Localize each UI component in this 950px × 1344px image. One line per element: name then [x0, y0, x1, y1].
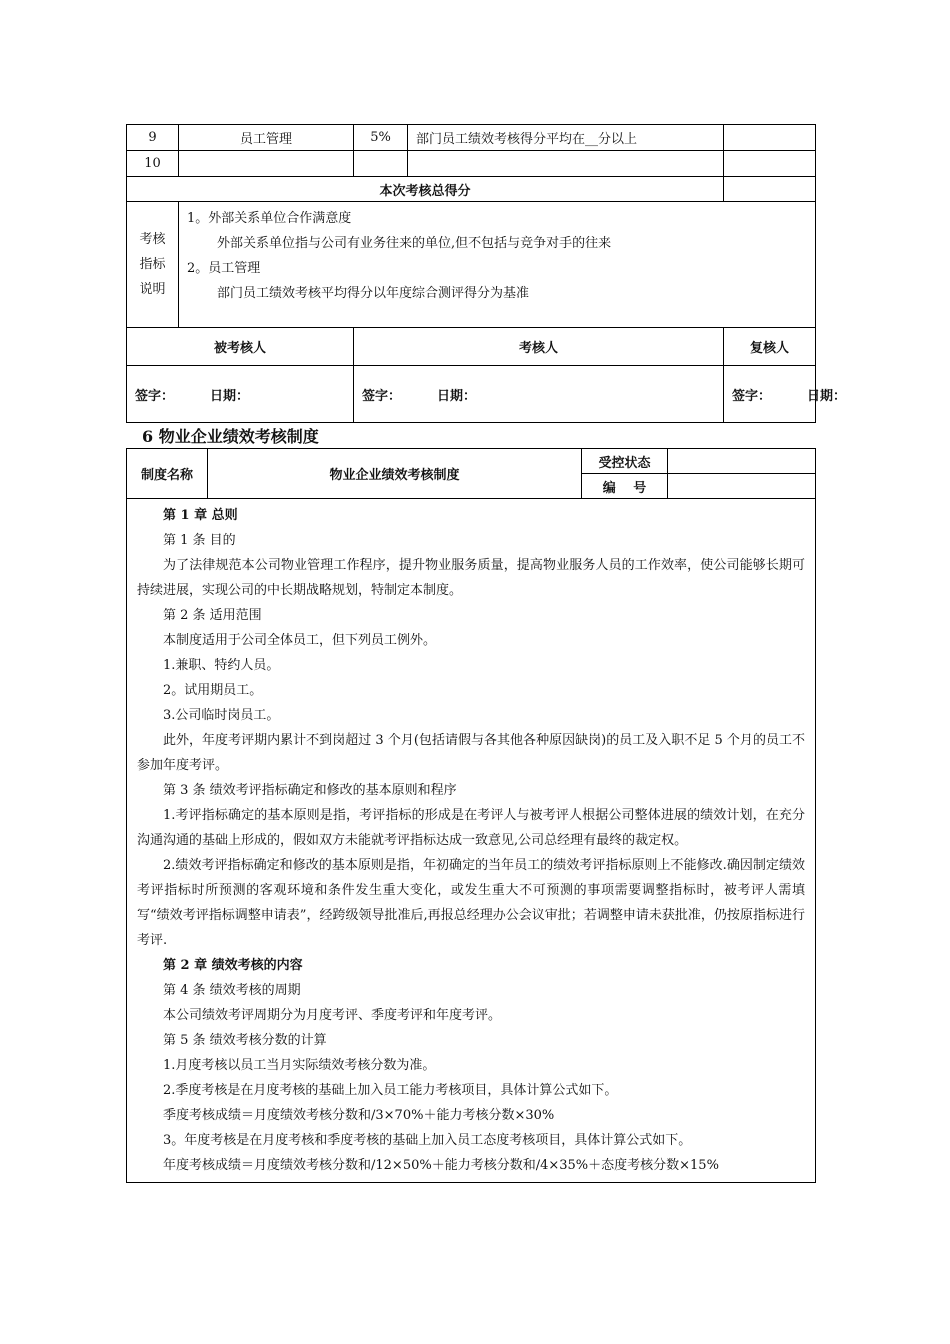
explain-label-line: 指标	[139, 257, 166, 272]
explain-line: 外部关系单位指与公司有业务往来的单位,但不包括与竞争对手的往来	[217, 236, 612, 251]
sign-cell[interactable]	[127, 366, 354, 423]
policy-paragraph: 第 5 条 绩效考核分数的计算	[163, 1033, 327, 1048]
policy-paragraph: 1.月度考核以员工当月实际绩效考核分数为准。	[163, 1058, 436, 1073]
explain-content	[179, 202, 816, 328]
date-label: 日期：	[437, 388, 477, 404]
role-appraisee: 被考核人	[127, 328, 354, 366]
sign-cell[interactable]	[724, 366, 847, 423]
explain-label-line: 考核	[139, 232, 166, 247]
policy-paragraph: 季度考核成绩＝月度绩效考核分数和/3×70%＋能力考核分数×30%	[163, 1108, 555, 1123]
policy-paragraph: 3。年度考核是在月度考核和季度考核的基础上加入员工态度考核项目，具体计算公式如下。	[163, 1133, 692, 1148]
policy-paragraph: 年度考核成绩＝月度绩效考核分数和/12×50%＋能力考核分数和/4×35%＋态度考核分数×15%	[163, 1158, 719, 1173]
explain-line: 1。外部关系单位合作满意度	[187, 211, 352, 226]
policy-name-value: 物业企业绩效考核制度	[208, 449, 582, 499]
policy-table	[126, 448, 816, 1183]
sign-label: 签字：	[362, 388, 402, 404]
policy-paragraph: 2.绩效考评指标确定和修改的基本原则是指，年初确定的当年员工的绩效考评指标原则上不能修改.确因制定绩效考评指标时所预测的客观环境和条件发生重大变化，或发生重大不可预测的事项需要调整指标时，被考评人需填写“绩效考评指标调整申请表”，经跨级领导批准后,再报总经理办公会议审批；若调整申请未获批准，仍按原指标进行考评.	[137, 858, 805, 948]
policy-paragraph: 3.公司临时岗员工。	[163, 708, 280, 723]
explain-label	[127, 202, 179, 328]
total-score-value	[724, 177, 816, 202]
total-score-label: 本次考核总得分	[127, 177, 724, 202]
date-label: 日期：	[807, 388, 847, 404]
chapter-heading: 第 1 章 总则	[163, 508, 238, 523]
sign-cell[interactable]	[354, 366, 724, 423]
score-table	[126, 124, 847, 423]
date-label: 日期：	[210, 388, 250, 404]
policy-paragraph: 第 3 条 绩效考评指标确定和修改的基本原则和程序	[163, 783, 457, 798]
policy-header-row	[127, 449, 816, 474]
section-title: 6 物业企业绩效考核制度	[142, 427, 319, 446]
roles-row	[127, 328, 816, 366]
explain-label-line: 说明	[139, 282, 166, 297]
number-label: 编 号	[582, 474, 668, 499]
row-weight: 5%	[354, 125, 408, 151]
policy-paragraph: 第 2 条 适用范围	[163, 608, 262, 623]
policy-paragraph: 本制度适用于公司全体员工，但下列员工例外。	[163, 633, 437, 648]
explain-row	[127, 202, 816, 328]
table-row	[127, 125, 816, 151]
sign-row	[127, 366, 816, 423]
row-weight	[354, 151, 408, 177]
policy-paragraph: 1.兼职、特约人员。	[163, 658, 280, 673]
policy-body	[127, 499, 816, 1183]
policy-paragraph: 2.季度考核是在月度考核的基础上加入员工能力考核项目，具体计算公式如下。	[163, 1083, 618, 1098]
role-appraiser: 考核人	[354, 328, 724, 366]
status-label: 受控状态	[582, 449, 668, 474]
row-number: 10	[127, 151, 179, 177]
role-reviewer: 复核人	[724, 328, 816, 366]
chapter-heading: 第 2 章 绩效考核的内容	[163, 958, 303, 973]
row-score	[724, 125, 816, 151]
explain-line: 2。员工管理	[187, 261, 261, 276]
policy-paragraph: 本公司绩效考评周期分为月度考评、季度考评和年度考评。	[163, 1008, 502, 1023]
policy-paragraph: 此外，年度考评期内累计不到岗超过 3 个月(包括请假与各其他各种原因缺岗)的员工及入职不足 5 个月的员工不参加年度考评。	[137, 733, 805, 773]
status-value[interactable]	[668, 449, 816, 474]
policy-paragraph: 1.考评指标确定的基本原则是指，考评指标的形成是在考评人与被考评人根据公司整体进展的绩效计划，在充分沟通沟通的基础上形成的，假如双方未能就考评指标达成一致意见,公司总经理有最终的裁定权。	[137, 808, 805, 848]
sign-label: 签字：	[135, 388, 175, 404]
policy-paragraph: 第 1 条 目的	[163, 533, 236, 548]
row-number: 9	[127, 125, 179, 151]
row-target	[408, 151, 724, 177]
policy-body-row	[127, 499, 816, 1183]
policy-paragraph: 第 4 条 绩效考核的周期	[163, 983, 301, 998]
sign-label: 签字：	[732, 388, 772, 404]
total-row	[127, 177, 816, 202]
policy-paragraph: 2。试用期员工。	[163, 683, 263, 698]
policy-name-label: 制度名称	[127, 449, 208, 499]
row-item	[179, 151, 354, 177]
row-score	[724, 151, 816, 177]
policy-paragraph: 为了法律规范本公司物业管理工作程序，提升物业服务质量，提高物业服务人员的工作效率，使公司能够长期可持续进展，实现公司的中长期战略规划，特制定本制度。	[137, 558, 805, 598]
table-row	[127, 151, 816, 177]
explain-line: 部门员工绩效考核平均得分以年度综合测评得分为基准	[217, 286, 530, 301]
row-item: 员工管理	[179, 125, 354, 151]
row-target: 部门员工绩效考核得分平均在__分以上	[408, 125, 724, 151]
number-value[interactable]	[668, 474, 816, 499]
